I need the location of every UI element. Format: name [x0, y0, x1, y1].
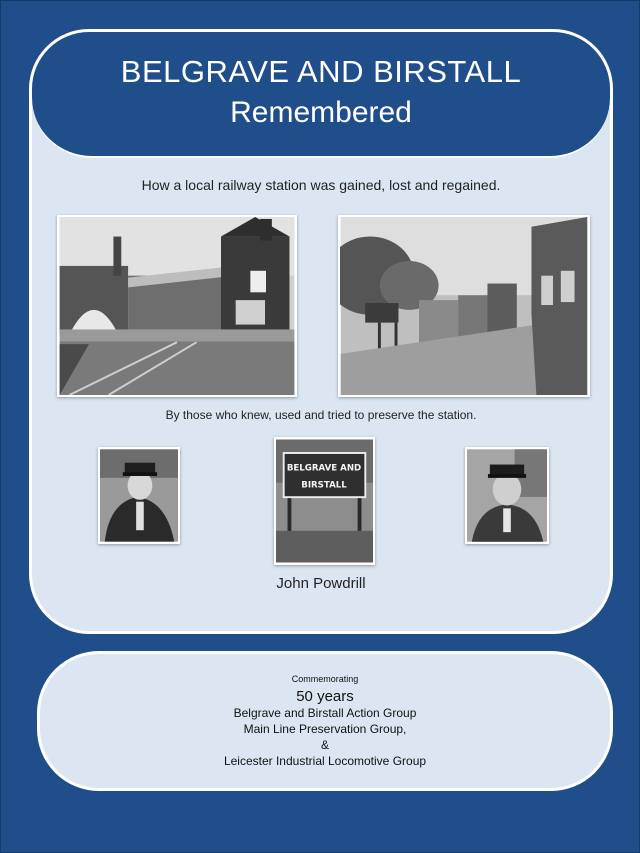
photo-porter-right — [465, 447, 549, 544]
photo-porter-left — [98, 447, 180, 544]
commemorating-label: Commemorating — [291, 674, 359, 684]
group-line-3: & — [320, 738, 329, 752]
nameboard-image — [276, 439, 373, 563]
subtitle: How a local railway station was gained, lost and regained. — [141, 177, 501, 193]
nameboard-line2: BIRSTALL — [301, 480, 347, 491]
photo-station-nameboard — [274, 437, 375, 565]
group-line-2: Main Line Preservation Group, — [243, 722, 407, 736]
main-panel — [29, 29, 613, 634]
years-label: 50 years — [296, 688, 354, 705]
station-bridge-image — [59, 217, 295, 395]
author-name: John Powdrill — [276, 575, 366, 592]
title-banner — [32, 32, 610, 158]
title-sub: Remembered — [230, 96, 412, 129]
commemoration-panel — [37, 651, 613, 791]
title-main: BELGRAVE AND BIRSTALL — [120, 54, 522, 89]
photo-station-bridge — [57, 215, 297, 397]
photo-station-platform — [338, 215, 590, 397]
station-platform-image — [340, 217, 588, 395]
porter-left-image — [100, 449, 178, 542]
group-line-4: Leicester Industrial Locomotive Group — [223, 754, 427, 768]
tagline: By those who knew, used and tried to preserve the station. — [165, 408, 477, 422]
group-line-1: Belgrave and Birstall Action Group — [233, 706, 417, 720]
nameboard-line1: BELGRAVE AND — [286, 463, 362, 474]
porter-right-image — [467, 449, 547, 542]
